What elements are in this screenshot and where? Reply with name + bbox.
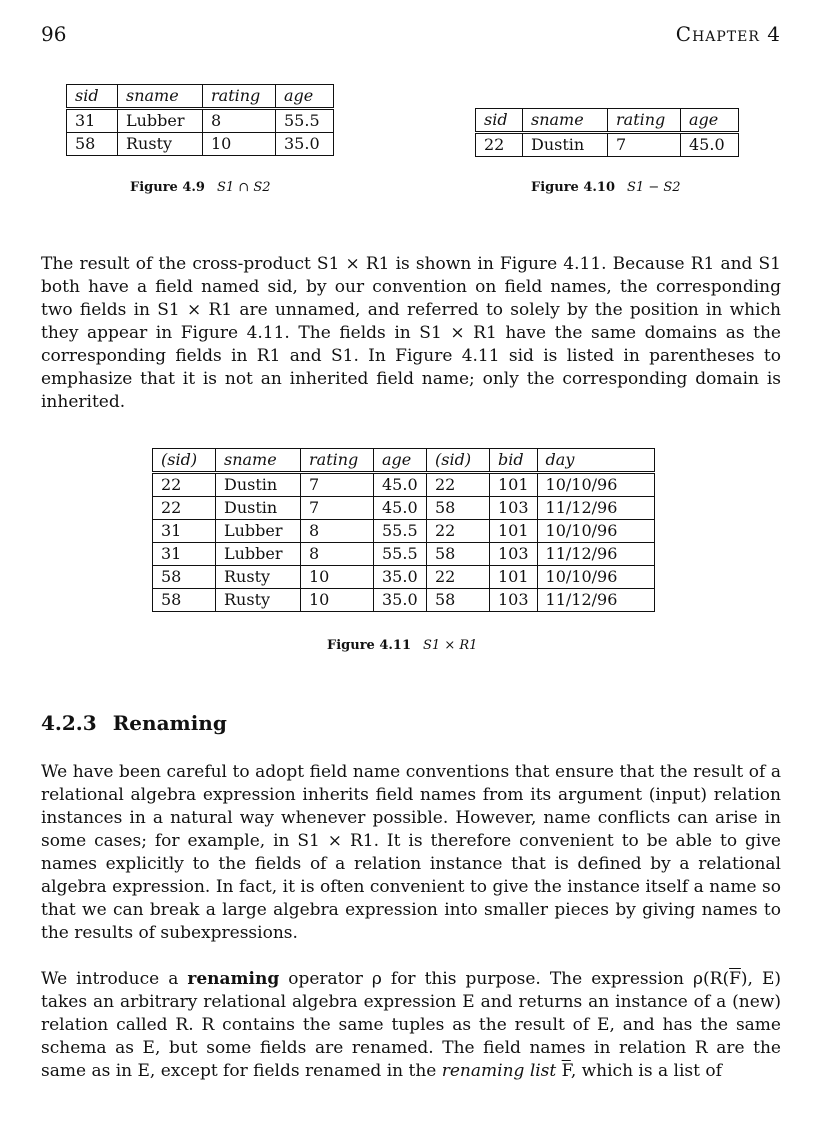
column-header: bid bbox=[490, 449, 538, 473]
column-header: rating bbox=[301, 449, 374, 473]
table-cell: 11/12/96 bbox=[537, 589, 654, 612]
table-cell: 35.0 bbox=[374, 589, 427, 612]
column-header: age bbox=[681, 109, 739, 133]
table-cell: 10 bbox=[301, 589, 374, 612]
table-cell: Dustin bbox=[523, 133, 608, 157]
column-header: (sid) bbox=[153, 449, 216, 473]
table-cell: Lubber bbox=[216, 543, 301, 566]
table-cell: 55.5 bbox=[276, 109, 334, 133]
table-cell: Rusty bbox=[118, 133, 203, 156]
table-cell: 58 bbox=[427, 543, 490, 566]
body-paragraph bbox=[41, 968, 781, 1083]
table-cell: 58 bbox=[427, 497, 490, 520]
table-cell: 22 bbox=[153, 497, 216, 520]
column-header: sname bbox=[523, 109, 608, 133]
figure-label: Figure 4.10 bbox=[531, 180, 616, 195]
field-list-symbol: $\overline{F}$ bbox=[729, 969, 741, 989]
text-run: We introduce a bbox=[41, 969, 188, 989]
section-number: 4.2.3 bbox=[41, 711, 97, 735]
table-header-row bbox=[153, 449, 655, 473]
figure-4-11-caption bbox=[327, 638, 477, 653]
column-header: sid bbox=[476, 109, 523, 133]
text-run: operator ρ for this purpose. The expression ρ(R( bbox=[279, 969, 730, 989]
figure-4-10-caption bbox=[531, 180, 681, 195]
table-cell: 101 bbox=[490, 473, 538, 497]
figure-expression: S1 ∩ S2 bbox=[216, 180, 271, 195]
table-cell: Dustin bbox=[216, 473, 301, 497]
table-cell: Rusty bbox=[216, 589, 301, 612]
table-cell: 22 bbox=[427, 566, 490, 589]
table-cell: 8 bbox=[301, 543, 374, 566]
field-list-symbol: $\overline{F}$ bbox=[561, 1061, 571, 1081]
column-header: day bbox=[537, 449, 654, 473]
text-run: , which is a list of bbox=[570, 1061, 722, 1081]
table-cell: 11/12/96 bbox=[537, 543, 654, 566]
column-header: sname bbox=[216, 449, 301, 473]
table-row bbox=[153, 589, 655, 612]
term-renaming-list: renaming list bbox=[441, 1061, 557, 1081]
table-cell: 11/12/96 bbox=[537, 497, 654, 520]
table-cell: 7 bbox=[301, 473, 374, 497]
table-cell: 7 bbox=[608, 133, 681, 157]
table-cell: 22 bbox=[153, 473, 216, 497]
table-cell: 35.0 bbox=[374, 566, 427, 589]
table-header-row bbox=[476, 109, 739, 133]
table-cell: 101 bbox=[490, 520, 538, 543]
table-cell: 58 bbox=[427, 589, 490, 612]
table-cell: 35.0 bbox=[276, 133, 334, 156]
figure-4-9-caption bbox=[130, 180, 271, 195]
table-cell: 103 bbox=[490, 589, 538, 612]
table-cell: 45.0 bbox=[681, 133, 739, 157]
table-cell: 31 bbox=[153, 520, 216, 543]
term-renaming: renaming bbox=[187, 969, 280, 989]
body-paragraph: The result of the cross-product S1 × R1 is shown in Figure 4.11. Because R1 and S1 both have a field named sid, by our convention on field names, the corresponding two fields in S1 × R1 are unnamed, and referred to solely by the position in which they appear in Figure 4.11. The fields in S1 × R1 have the same domains as the corresponding fields in R1 and S1. In Figure 4.11 sid is listed in parentheses to emphasize that it is not an inherited field name; only the corresponding domain is inherited. bbox=[41, 254, 781, 412]
table-cell: 10 bbox=[203, 133, 276, 156]
table-cell: 8 bbox=[203, 109, 276, 133]
table-cell: 22 bbox=[476, 133, 523, 157]
table-cell: 31 bbox=[153, 543, 216, 566]
column-header: age bbox=[276, 85, 334, 109]
table-cell: 58 bbox=[67, 133, 118, 156]
body-paragraph: We have been careful to adopt field name conventions that ensure that the result of a relational algebra expression inherits field names from its argument (input) relation instances in a natural way whenever possible. However, name conflicts can arise in some cases; for example, in S1 × R1. It is therefore convenient to be able to give names explicitly to the fields of a relation instance that is defined by a relational algebra expression. In fact, it is often convenient to give the instance itself a name so that we can break a large algebra expression into smaller pieces by giving names to the results of subexpressions. bbox=[41, 762, 781, 943]
figure-4-9-table bbox=[66, 84, 334, 156]
table-row bbox=[153, 473, 655, 497]
figure-label: Figure 4.11 bbox=[327, 638, 412, 653]
table-row bbox=[67, 109, 334, 133]
table-row bbox=[153, 543, 655, 566]
table-cell: Rusty bbox=[216, 566, 301, 589]
column-header: rating bbox=[203, 85, 276, 109]
column-header: rating bbox=[608, 109, 681, 133]
figure-expression: S1 × R1 bbox=[423, 638, 478, 653]
table-cell: 55.5 bbox=[374, 520, 427, 543]
table-cell: Lubber bbox=[118, 109, 203, 133]
section-heading bbox=[41, 711, 227, 735]
table-row bbox=[476, 133, 739, 157]
table-cell: 58 bbox=[153, 589, 216, 612]
table-row bbox=[153, 566, 655, 589]
page-number: 96 bbox=[41, 22, 67, 46]
table-cell: 10 bbox=[301, 566, 374, 589]
table-cell: Dustin bbox=[216, 497, 301, 520]
table-row bbox=[153, 497, 655, 520]
table-cell: 10/10/96 bbox=[537, 566, 654, 589]
figure-label: Figure 4.9 bbox=[130, 180, 205, 195]
table-cell: 58 bbox=[153, 566, 216, 589]
table-cell: 55.5 bbox=[374, 543, 427, 566]
column-header: sname bbox=[118, 85, 203, 109]
figure-4-11-table bbox=[152, 448, 655, 612]
column-header: (sid) bbox=[427, 449, 490, 473]
section-title: Renaming bbox=[112, 711, 227, 735]
table-cell: 45.0 bbox=[374, 497, 427, 520]
table-cell: 8 bbox=[301, 520, 374, 543]
figure-expression: S1 − S2 bbox=[627, 180, 681, 195]
table-cell: Lubber bbox=[216, 520, 301, 543]
table-cell: 103 bbox=[490, 497, 538, 520]
chapter-title: Chapter 4 bbox=[675, 22, 781, 46]
figure-4-10-table bbox=[475, 108, 739, 157]
table-row bbox=[153, 520, 655, 543]
table-cell: 45.0 bbox=[374, 473, 427, 497]
table-cell: 103 bbox=[490, 543, 538, 566]
table-cell: 7 bbox=[301, 497, 374, 520]
column-header: sid bbox=[67, 85, 118, 109]
table-cell: 10/10/96 bbox=[537, 520, 654, 543]
column-header: age bbox=[374, 449, 427, 473]
table-cell: 31 bbox=[67, 109, 118, 133]
table-cell: 10/10/96 bbox=[537, 473, 654, 497]
table-row bbox=[67, 133, 334, 156]
table-cell: 22 bbox=[427, 520, 490, 543]
text-run: ), E) takes an arbitrary relational algebra expression E and returns an instance of a (new) relation called R. R contains the same tuples as the result of E, and has the same schema as E, but some fields are renamed. The field names in relation R are the same as in E, except for fields renamed in the bbox=[41, 969, 781, 1081]
table-header-row bbox=[67, 85, 334, 109]
page-header bbox=[41, 22, 781, 48]
table-cell: 101 bbox=[490, 566, 538, 589]
table-cell: 22 bbox=[427, 473, 490, 497]
